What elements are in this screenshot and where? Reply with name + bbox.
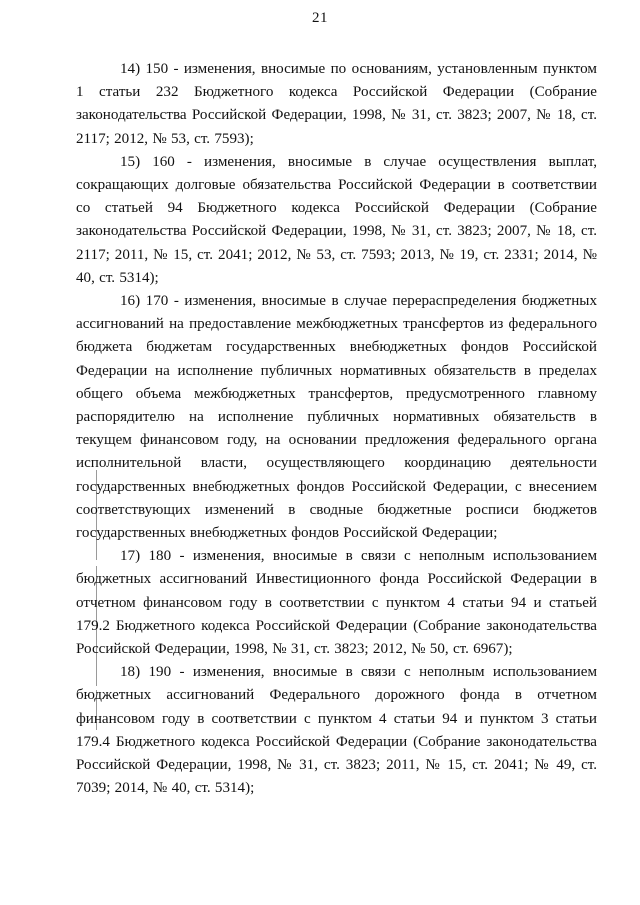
list-item-14: 14) 150 - изменения, вносимые по основаниям, установленным пунктом 1 статьи 232 Бюджетного кодекса Российской Федерации (Собрание законодательства Российской Федерации, 1998, № 31, ст. 3823; 2007, № 18, ст. 2117; 2012, № 53, ст. 7593); (76, 61, 597, 147)
list-item-16: 16) 170 - изменения, вносимые в случае перераспределения бюджетных ассигнований на предоставление межбюджетных трансфертов из федерального бюджета бюджетам государственных внебюджетных фондов Российской Федерации на исполнение публичных нормативных обязательств в пределах общего объема межбюджетных трансфертов, предусмотренного главному распорядителю на исполнение публичных нормативных обязательств в текущем финансовом году, на основании предложения федерального органа исполнительной власти, осуществляющего координацию деятельности государственных внебюджетных фондов Российской Федерации, с внесением соответствующих изменений в сводные бюджетные росписи бюджетов государственных внебюджетных фондов Российской Федерации; (76, 293, 597, 542)
page-number: 21 (312, 10, 328, 26)
list-item-18: 18) 190 - изменения, вносимые в связи с неполным использованием бюджетных ассигнований Федерального дорожного фонда в отчетном финансовом году в соответствии с пунктом 4 статьи 94 и пунктом 3 статьи 179.4 Бюджетного кодекса Российской Федерации (Собрание законодательства Российской Федерации, 1998, № 31, ст. 3823; 2011, № 15, ст. 2041; № 49, ст. 7039; 2014, № 40, ст. 5314); (76, 664, 597, 797)
list-item-17: 17) 180 - изменения, вносимые в связи с неполным использованием бюджетных ассигнований Инвестиционного фонда Российской Федерации в отчетном финансовом году в соответствии с пунктом 4 статьи 94 и статьей 179.2 Бюджетного кодекса Российской Федерации (Собрание законодательства Российской Федерации, 1998, № 31, ст. 3823; 2012, № 50, ст. 6967); (76, 548, 597, 658)
list-item-15: 15) 160 - изменения, вносимые в случае осуществления выплат, сокращающих долговые обязательства Российской Федерации в соответствии со статьей 94 Бюджетного кодекса Российской Федерации (Собрание законодательства Российской Федерации, 1998, № 31, ст. 3823; 2007, № 18, ст. 2117; 2011, № 15, ст. 2041; 2012, № 53, ст. 7593; 2013, № 19, ст. 2331; 2014, № 40, ст. 5314); (76, 153, 597, 286)
document-body (76, 58, 597, 801)
